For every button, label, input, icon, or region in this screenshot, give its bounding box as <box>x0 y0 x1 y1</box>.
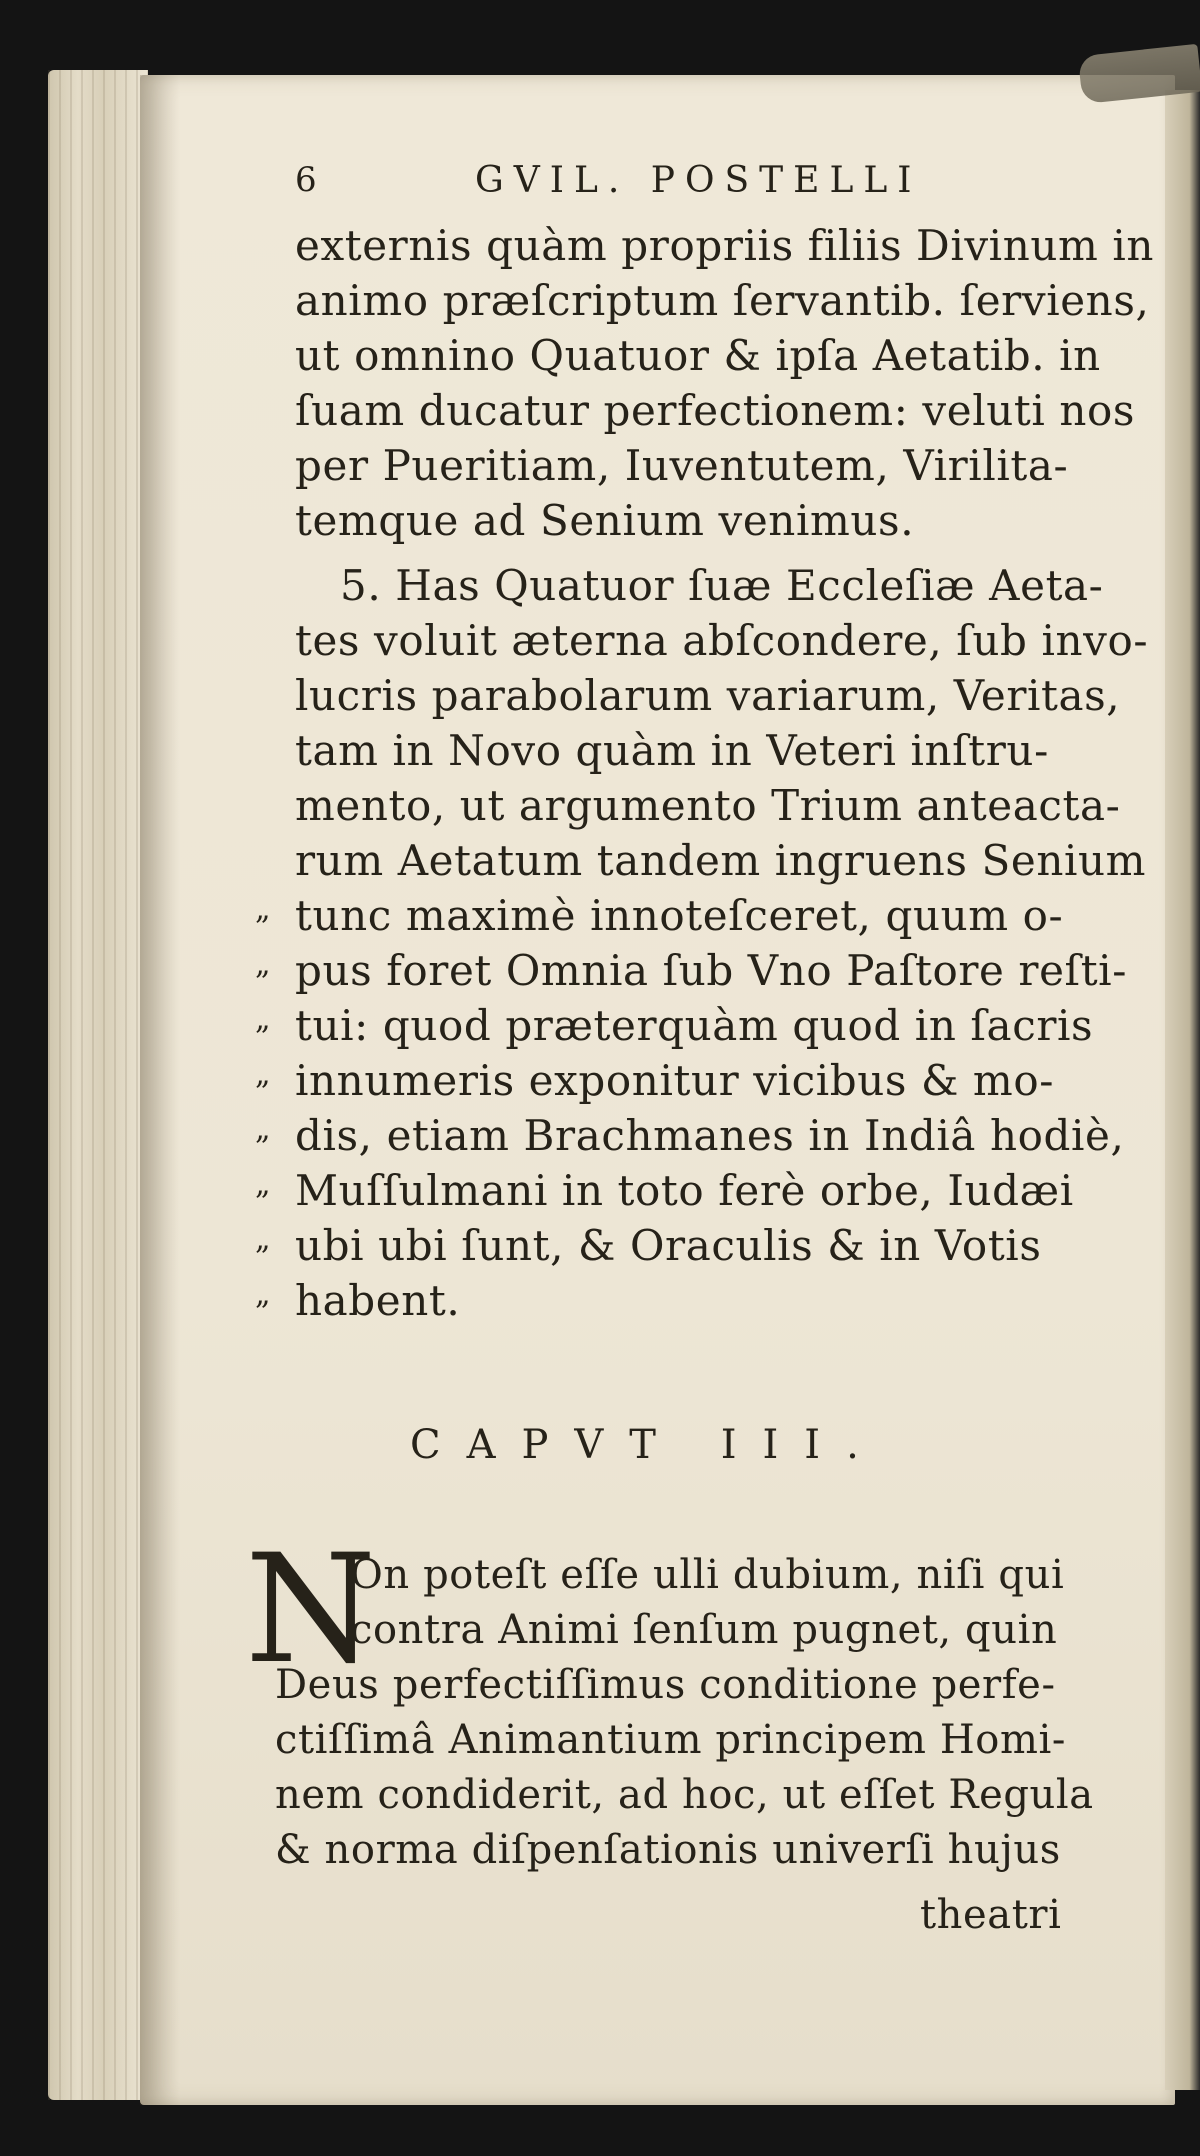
quote-mark: „ <box>255 1057 272 1092</box>
quote-mark: „ <box>255 1222 272 1257</box>
text-line: habent. <box>295 1276 461 1325</box>
text-line: mento, ut argumento Trium anteacta- <box>295 781 1121 830</box>
chapter-heading: CAPVT III. <box>410 1422 885 1468</box>
text-line: ctiſſimâ Animantium principem Homi- <box>275 1717 1067 1763</box>
quote-mark: „ <box>255 1277 272 1312</box>
text-line: Muſſulmani in toto ferè orbe, Iudæi <box>295 1166 1074 1215</box>
text-line: On poteſt eſſe ulli dubium, niſi qui <box>350 1552 1065 1598</box>
text-line: rum Aetatum tandem ingruens Senium <box>295 836 1147 885</box>
text-line: tes voluit æterna abſcondere, ſub invo- <box>295 616 1149 665</box>
page-number: 6 <box>295 160 317 200</box>
book-page-edges <box>48 70 148 2100</box>
quote-mark: „ <box>255 1167 272 1202</box>
text-line: Deus perfectiſſimus conditione perfe- <box>275 1662 1056 1708</box>
quote-mark: „ <box>255 892 272 927</box>
text-line: lucris parabolarum variarum, Veritas, <box>295 671 1121 720</box>
quote-mark: „ <box>255 1002 272 1037</box>
text-line: pus foret Omnia ſub Vno Paſtore reſti- <box>295 946 1127 995</box>
text-line: 5. Has Quatuor ſuæ Eccleſiæ Aeta- <box>340 561 1104 610</box>
catchword: theatri <box>920 1892 1062 1938</box>
text-line: ſuam ducatur perfectionem: veluti nos <box>295 386 1136 435</box>
text-line: innumeris exponitur vicibus & mo- <box>295 1056 1055 1105</box>
quote-mark: „ <box>255 947 272 982</box>
text-line: per Pueritiam, Iuventutem, Virilita- <box>295 441 1069 490</box>
running-head: GVIL. POSTELLI <box>475 160 922 201</box>
text-line: externis quàm propriis filiis Divinum in <box>295 221 1155 270</box>
text-line: ut omnino Quatuor & ipſa Aetatib. in <box>295 331 1101 380</box>
gutter-shadow <box>140 75 180 2105</box>
text-line: dis, etiam Brachmanes in Indiâ hodiè, <box>295 1111 1125 1160</box>
text-line: contra Animi ſenſum pugnet, quin <box>350 1607 1058 1653</box>
text-line: tam in Novo quàm in Veteri inſtru- <box>295 726 1049 775</box>
quote-mark: „ <box>255 1112 272 1147</box>
text-line: nem condiderit, ad hoc, ut eſſet Regula <box>275 1772 1094 1818</box>
text-line: ubi ubi ſunt, & Oraculis & in Votis <box>295 1221 1042 1270</box>
text-line: animo præſcriptum ſervantib. ſerviens, <box>295 276 1150 325</box>
page-right-edge <box>1165 90 1200 2090</box>
text-line: tui: quod præterquàm quod in ſacris <box>295 1001 1094 1050</box>
text-line: temque ad Senium venimus. <box>295 496 915 545</box>
text-line: & norma diſpenſationis univerſi hujus <box>275 1827 1061 1873</box>
text-line: tunc maximè innoteſceret, quum o- <box>295 891 1064 940</box>
drop-cap: N <box>245 1523 377 1697</box>
